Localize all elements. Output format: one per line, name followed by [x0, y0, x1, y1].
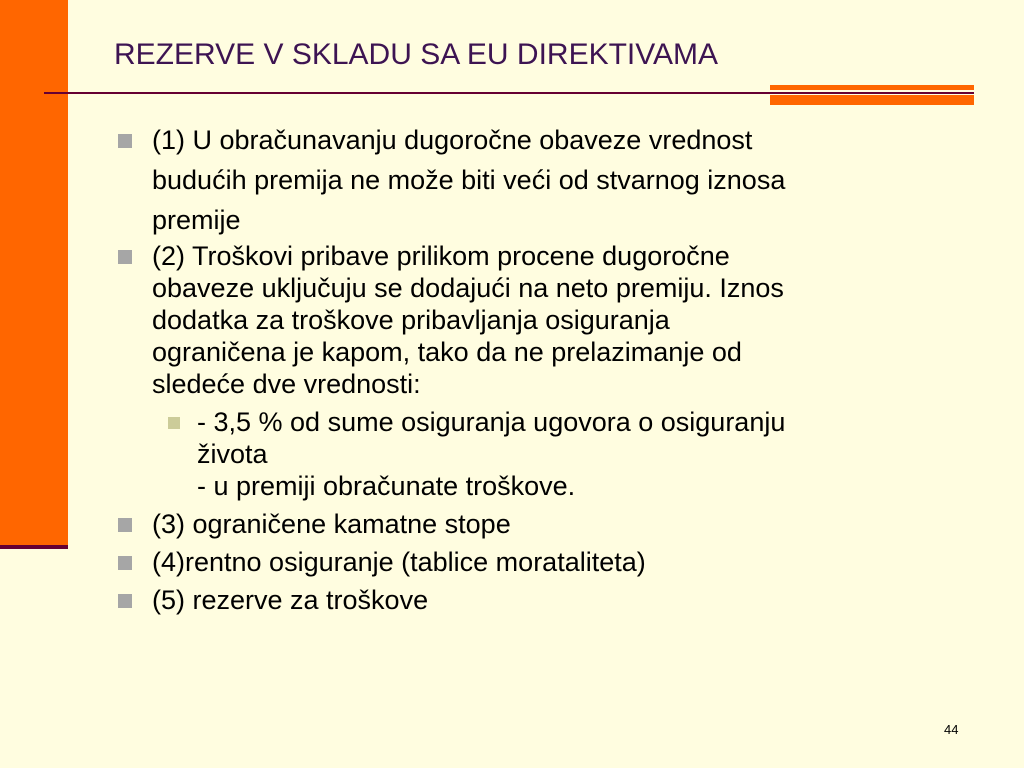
slide-title: REZERVE V SKLADU SA EU DIREKTIVAMA — [114, 38, 719, 71]
square-bullet-icon — [118, 594, 132, 608]
bullet-line: premije — [152, 205, 241, 235]
bullet-item-3 — [114, 508, 974, 540]
square-bullet-icon — [118, 134, 132, 148]
sub-bullet-item — [162, 406, 974, 502]
bullet-line: ograničena je kapom, tako da ne prelazimanje od — [152, 337, 742, 367]
bullet-line: (5) rezerve za troškove — [152, 585, 429, 615]
bullet-line: sledeće dve vrednosti: — [152, 369, 421, 399]
bullet-line: dodatka za troškove pribavljanja osiguranja — [152, 305, 670, 335]
bullet-item-5 — [114, 584, 974, 616]
square-bullet-icon — [118, 250, 132, 264]
bullet-line: budućih premija ne može biti veći od stvarnog iznosa — [152, 165, 786, 195]
title-rule — [44, 92, 974, 94]
bullet-item-4 — [114, 546, 974, 578]
bullet-item-1 — [114, 120, 974, 240]
title-accent-bottom — [770, 95, 974, 105]
bullet-line: (2) Troškovi pribave prilikom procene dugoročne — [152, 241, 730, 271]
square-bullet-icon — [118, 518, 132, 532]
bullet-item-2 — [114, 240, 974, 400]
square-sub-bullet-icon — [168, 417, 180, 429]
left-accent-bar — [0, 0, 68, 545]
title-accent-top — [770, 85, 974, 90]
bullet-line: (4)rentno osiguranje (tablice morataliteta) — [152, 547, 646, 577]
bullet-line: (1) U obračunavanju dugoročne obaveze vrednost — [152, 125, 753, 155]
page-number: 44 — [944, 722, 959, 737]
sub-bullet-line: - u premiji obračunate troškove. — [197, 471, 576, 501]
sub-bullet-line: života — [197, 439, 268, 469]
square-bullet-icon — [118, 556, 132, 570]
bullet-line: (3) ograničene kamatne stope — [152, 509, 511, 539]
slide-content — [114, 120, 974, 622]
sub-bullet-line: - 3,5 % od sume osiguranja ugovora o osiguranju — [197, 407, 786, 437]
bullet-line: obaveze uključuju se dodajući na neto premiju. Iznos — [152, 273, 784, 303]
left-bar-rule — [0, 545, 68, 549]
